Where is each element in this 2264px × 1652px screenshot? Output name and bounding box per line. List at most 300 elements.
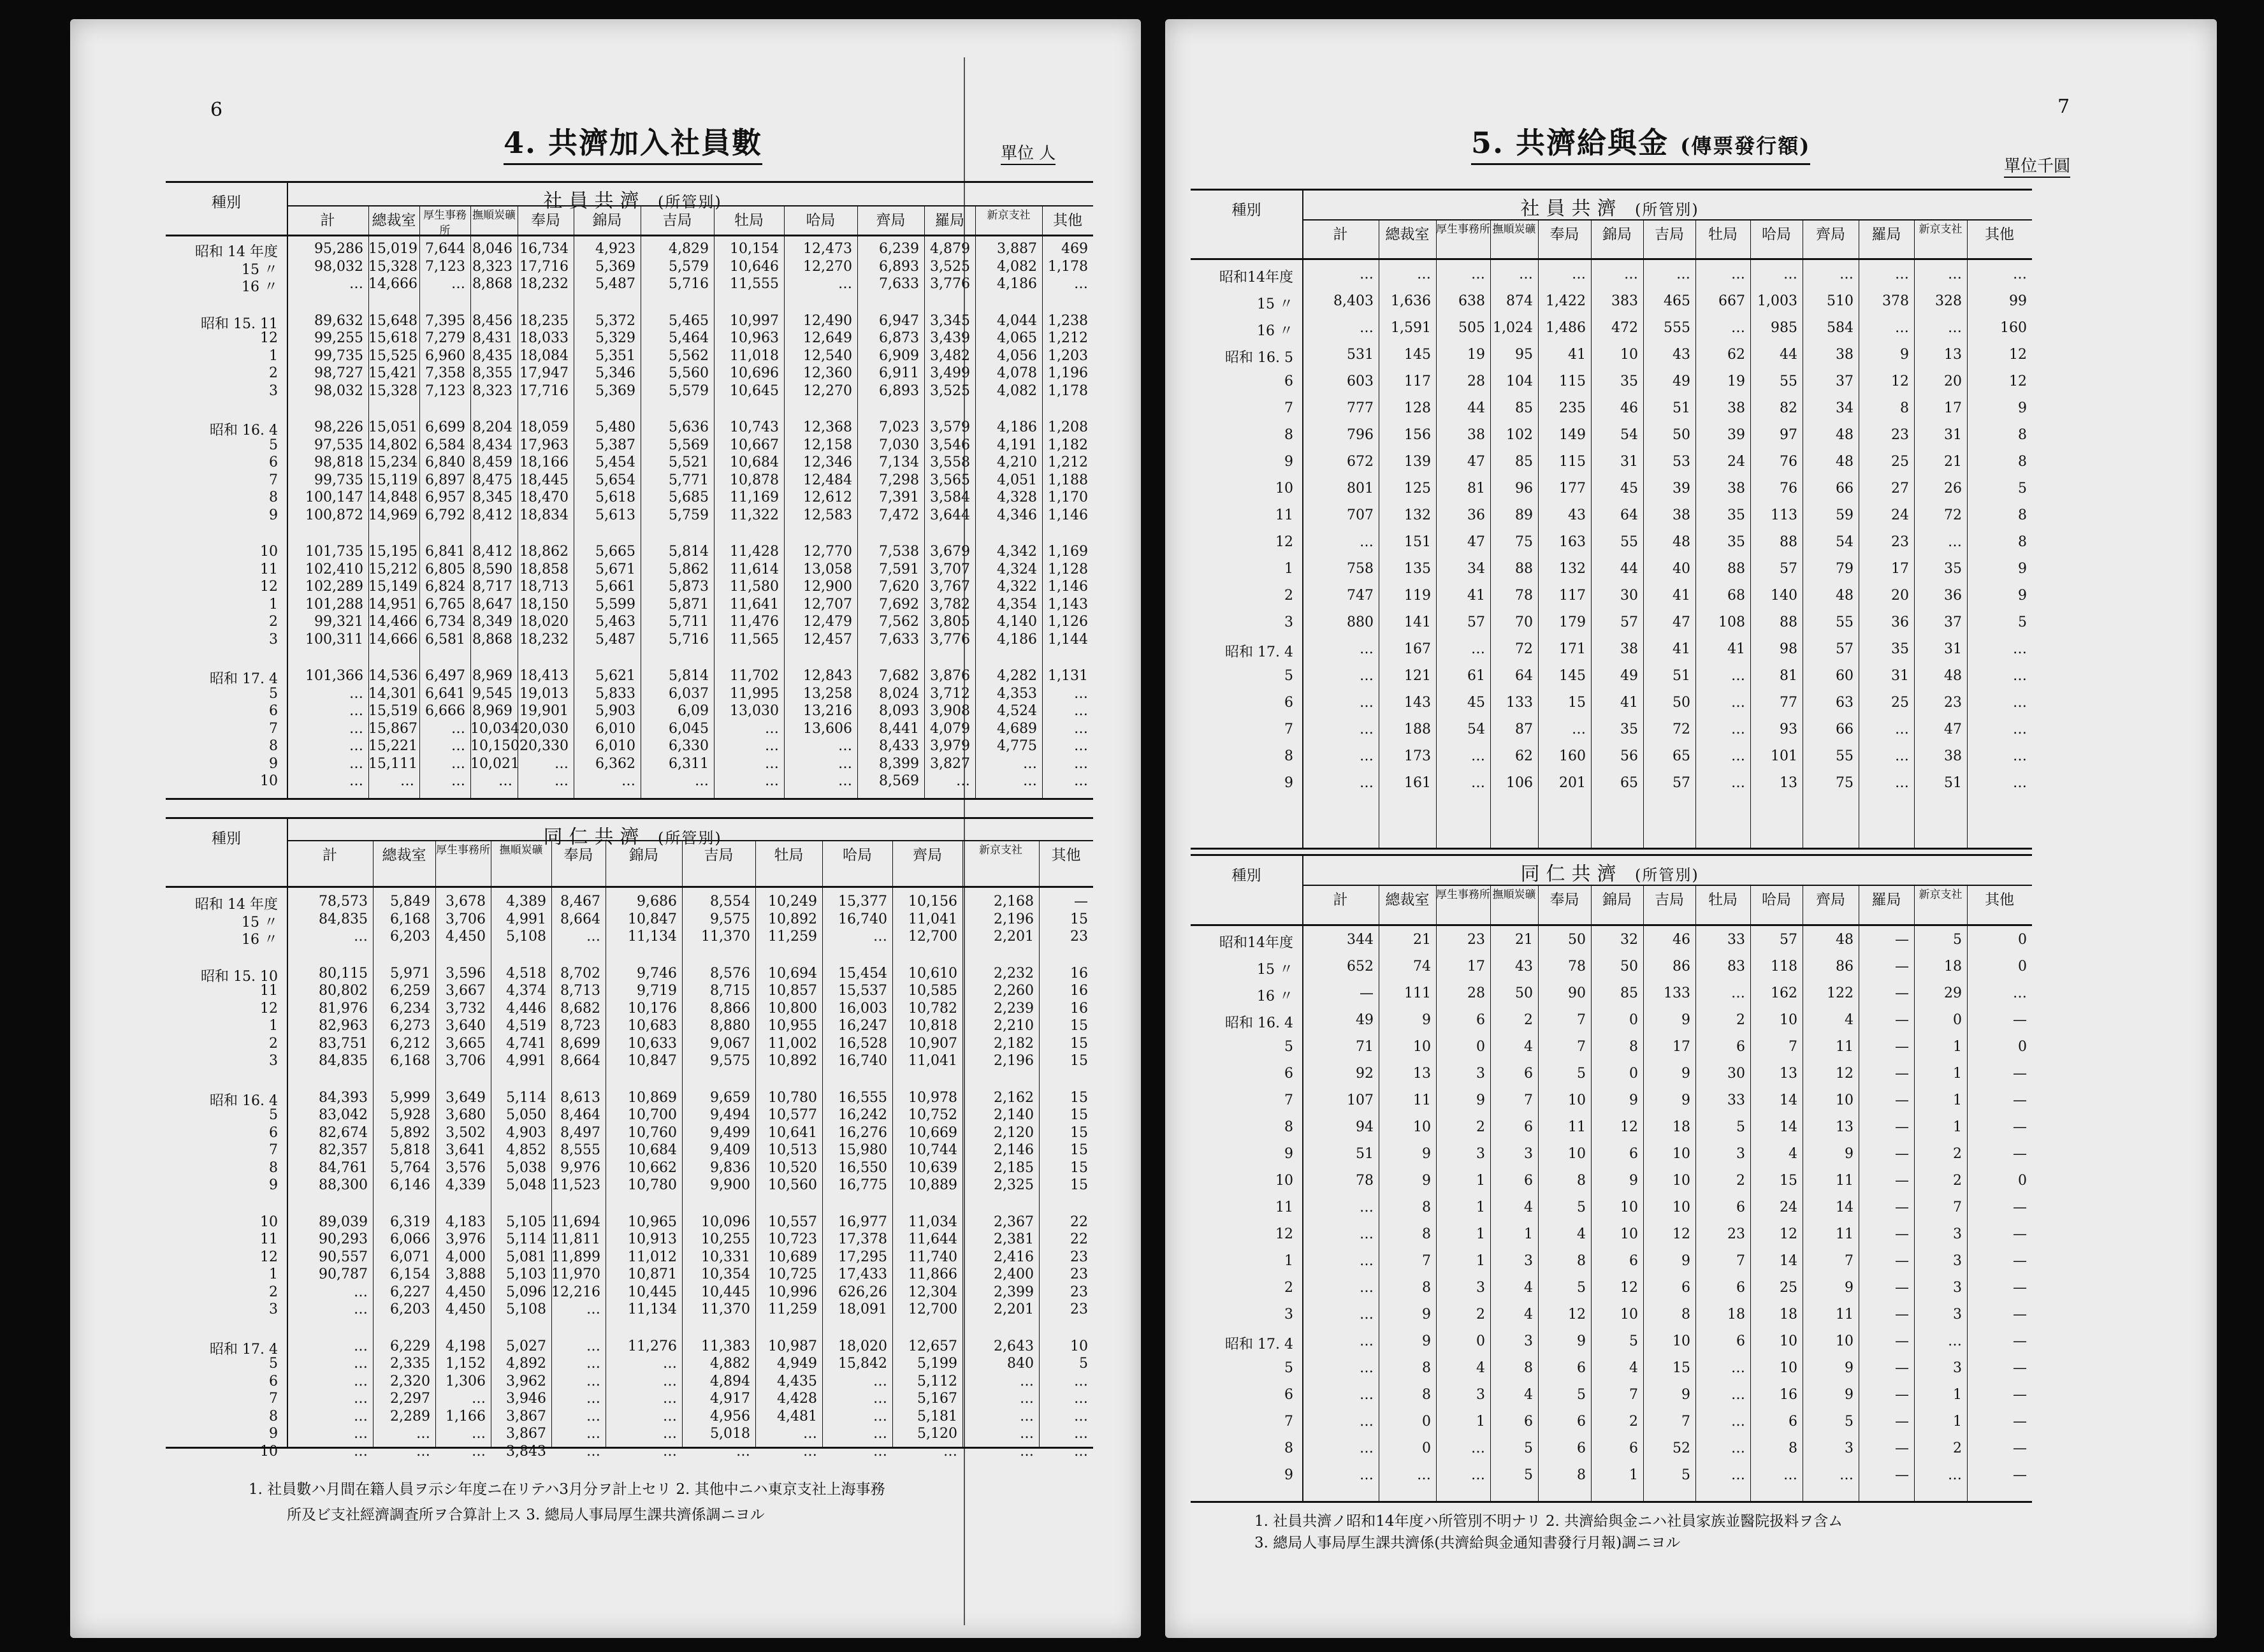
table-cell: 14 <box>1780 1119 1797 1135</box>
table-cell: 4,741 <box>506 1035 546 1052</box>
table-cell: 9,836 <box>710 1159 750 1176</box>
table-cell: 5,018 <box>710 1426 750 1442</box>
table-cell: 8,868 <box>472 276 512 292</box>
row-label: 3 <box>269 382 278 399</box>
table-cell: 7 <box>1681 1414 1690 1430</box>
table-cell: 20 <box>1891 588 1909 604</box>
table-cell: 1 <box>1953 1119 1962 1135</box>
table-cell: 5,108 <box>506 1301 546 1317</box>
table-cell: 43 <box>1515 959 1533 975</box>
table-cell: 15 <box>1070 1159 1088 1176</box>
table-cell: 94 <box>1356 1119 1374 1135</box>
table-cell: 1,203 <box>1048 347 1088 364</box>
table-cell: … <box>1731 695 1745 711</box>
table-cell: 125 <box>1404 481 1431 496</box>
table-cell: — <box>1895 1173 1909 1189</box>
table-cell: 83 <box>1727 959 1745 975</box>
table-cell: 5 <box>1845 1414 1854 1430</box>
table-cell: 18,091 <box>838 1301 887 1317</box>
table-cell: — <box>2013 1092 2027 1108</box>
table-cell: … <box>1731 1360 1745 1376</box>
table-cell: 3,499 <box>930 365 970 381</box>
table-cell: — <box>1895 1414 1909 1430</box>
table-cell: 143 <box>1404 695 1431 711</box>
table-cell: 10,520 <box>768 1159 817 1176</box>
table-cell: 15 <box>1070 1124 1088 1141</box>
table-cell: 2,201 <box>994 929 1034 945</box>
column-header: 新京支社 <box>1919 223 1963 236</box>
table-cell: 98 <box>1780 641 1797 657</box>
table-cell: 7 <box>1422 1253 1431 1269</box>
table-cell: 75 <box>1515 534 1533 550</box>
table-cell: 8,590 <box>472 561 512 577</box>
row-label: 2 <box>1284 588 1293 604</box>
row-label: 9 <box>1284 1467 1293 1483</box>
table-cell: 11,694 <box>551 1214 600 1230</box>
table-cell: … <box>1948 534 1962 550</box>
column-header: 羅局 <box>1871 892 1901 908</box>
table-cell: 10,800 <box>768 1000 817 1017</box>
table-cell: 48 <box>1836 427 1854 443</box>
table-cell: … <box>621 773 635 789</box>
table-cell: 8,554 <box>710 894 750 909</box>
row-label: 12 <box>1275 1226 1293 1242</box>
table-cell: — <box>2013 1333 2027 1349</box>
table-cell: 10,955 <box>768 1018 817 1034</box>
table-cell: 2,120 <box>994 1124 1034 1141</box>
table-top-rule <box>1191 189 2032 191</box>
table-cell: 8 <box>2018 454 2027 470</box>
column-header: 撫順炭礦 <box>1492 223 1536 236</box>
table-cell: … <box>1840 266 1854 282</box>
table-cell: 4,322 <box>997 579 1037 595</box>
table-cell: 10 <box>1780 1333 1797 1349</box>
table-cell: 4,186 <box>997 631 1037 648</box>
table-cell: 6,581 <box>425 631 465 648</box>
column-divider <box>1591 885 1592 1501</box>
row-label: 15 〃 <box>1257 962 1293 978</box>
table-cell: 5,579 <box>669 258 709 275</box>
table-cell: 4,689 <box>997 720 1037 737</box>
table-cell: 15,221 <box>368 738 417 754</box>
table-cell: 6,037 <box>669 685 709 702</box>
table-cell: 11,383 <box>701 1338 750 1354</box>
row-header-label: 種別 <box>212 830 241 847</box>
row-label: 昭和14年度 <box>1219 270 1293 286</box>
table-cell: … <box>663 1443 677 1460</box>
table-cell: 135 <box>1404 561 1431 577</box>
page-number: 7 <box>2057 96 2070 118</box>
table-cell: 16,555 <box>838 1089 887 1106</box>
section-title <box>544 821 722 849</box>
table-cell: … <box>695 773 709 789</box>
table-cell: 76 <box>1780 454 1797 470</box>
table-cell: 2,196 <box>994 911 1034 927</box>
table-cell: 10,021 <box>470 755 519 772</box>
section-name: 同仁共濟 <box>543 826 646 848</box>
table-cell: 1,182 <box>1048 437 1088 453</box>
table-cell: 10 <box>1620 1199 1638 1215</box>
table-cell: 31 <box>1944 427 1962 443</box>
table-cell: 14 <box>1836 1199 1854 1215</box>
section-name: 同仁共濟 <box>1520 863 1623 885</box>
table-cell: 47 <box>1467 534 1485 550</box>
table-cell: 6,666 <box>425 703 465 719</box>
table-cell: 7,633 <box>879 276 919 292</box>
table-cell: 9 <box>1422 1333 1431 1349</box>
table-cell: 10,662 <box>628 1159 677 1176</box>
table-cell: 7,358 <box>425 365 465 381</box>
table-cell: 4,991 <box>506 1053 546 1069</box>
table-cell: 86 <box>1673 959 1690 975</box>
table-cell: 3,706 <box>446 911 486 927</box>
table-cell: … <box>1895 721 1909 737</box>
table-cell: 4 <box>1789 1146 1797 1162</box>
table-cell: 101 <box>1771 748 1797 764</box>
table-cell: 707 <box>1347 507 1374 523</box>
table-cell: 6,911 <box>879 365 919 381</box>
table-cell: 6,805 <box>425 561 465 577</box>
table-cell: 49 <box>1620 668 1638 684</box>
table-cell: 10,871 <box>628 1266 677 1282</box>
table-cell: 14,536 <box>368 668 417 684</box>
table-cell: 71 <box>1356 1039 1374 1055</box>
table-cell: 12 <box>1620 1280 1638 1296</box>
table-cell: 18,232 <box>519 276 569 292</box>
table-cell: … <box>1020 1373 1034 1389</box>
table-cell: 98,032 <box>314 258 363 275</box>
table-cell: 10,892 <box>768 1053 817 1069</box>
table-cell: 84,393 <box>319 1089 368 1106</box>
table-cell: 16,276 <box>838 1124 887 1141</box>
table-cell: 5 <box>1953 932 1962 948</box>
table-cell: 3,876 <box>930 668 970 684</box>
section-sub: (所管別) <box>1635 201 1699 219</box>
table-cell: … <box>1360 1387 1374 1403</box>
table-cell: 10,752 <box>908 1107 957 1123</box>
table-cell: 77 <box>1780 695 1797 711</box>
table-cell: 7 <box>1577 1039 1586 1055</box>
table-cell: 10,913 <box>628 1231 677 1247</box>
table-cell: 4 <box>1476 1360 1485 1376</box>
table-cell: 10,696 <box>730 365 779 381</box>
table-cell: 15 <box>1070 1107 1088 1123</box>
table-cell: 4,051 <box>997 472 1037 488</box>
table-cell: 801 <box>1347 481 1374 496</box>
table-cell: 16,775 <box>838 1177 887 1193</box>
table-cell: 8,355 <box>472 365 512 381</box>
row-label: 8 <box>1284 1119 1293 1135</box>
table-cell: 6,841 <box>425 544 465 560</box>
table-cell: 122 <box>1827 985 1854 1001</box>
table-cell: 5,463 <box>595 614 635 630</box>
table-cell: 2,400 <box>994 1266 1034 1282</box>
table-cell: 10 <box>1780 1360 1797 1376</box>
row-label: 8 <box>269 1408 278 1424</box>
table-cell: 7,692 <box>879 596 919 612</box>
table-cell: 11,740 <box>908 1249 957 1265</box>
table-cell: 8 <box>2018 507 2027 523</box>
table-cell: 11,428 <box>730 544 779 560</box>
table-cell: 41 <box>1467 588 1485 604</box>
table-cell: 8,323 <box>472 258 512 275</box>
table-cell: 3,596 <box>446 965 486 982</box>
table-cell: 61 <box>1467 668 1485 684</box>
table-cell: 35 <box>1727 534 1745 550</box>
row-label: 10 <box>260 773 278 789</box>
table-cell: — <box>1895 1092 1909 1108</box>
table-cell: 34 <box>1836 400 1854 416</box>
table-cell: 51 <box>1356 1146 1374 1162</box>
note-line-2: 所及ビ支社經濟調査所ヲ合算計上ス 3. 總局人事局厚生課共濟係調ニヨル <box>287 1507 765 1523</box>
table-cell: 9,746 <box>637 965 677 982</box>
table-cell: 8,433 <box>879 738 919 754</box>
table-cell: … <box>586 1356 600 1372</box>
column-header: 吉局 <box>1655 892 1684 908</box>
table-cell: — <box>2013 1280 2027 1296</box>
table-cell: 15,980 <box>838 1142 887 1158</box>
table-cell: 13 <box>1836 1119 1854 1135</box>
table-cell: 16,740 <box>838 911 887 927</box>
table-cell: … <box>1074 703 1088 719</box>
table-cell: 31 <box>1891 668 1909 684</box>
table-cell: 10,987 <box>768 1338 817 1354</box>
row-label: 6 <box>269 454 278 470</box>
table-cell: 505 <box>1458 320 1485 336</box>
table-cell: 16 <box>1070 1000 1088 1017</box>
table-cell: 13,216 <box>803 703 852 719</box>
table-cell: 2,232 <box>994 965 1034 982</box>
table-cell: … <box>1360 748 1374 764</box>
table-cell: 18,834 <box>519 507 569 523</box>
table-cell: 57 <box>1620 614 1638 630</box>
table-cell: 41 <box>1620 695 1638 711</box>
table-cell: 57 <box>1467 614 1485 630</box>
table-cell: 4,183 <box>446 1214 486 1230</box>
column-header: 總裁室 <box>1385 226 1430 243</box>
row-label: 昭和 17. 4 <box>210 671 278 687</box>
row-label: 7 <box>269 720 278 737</box>
row-label: 6 <box>1284 373 1293 389</box>
table-cell: 85 <box>1515 400 1533 416</box>
table-cell: 4,829 <box>669 241 709 257</box>
table-cell: … <box>2013 721 2027 737</box>
table-cell: 3,525 <box>930 258 970 275</box>
table-cell: 16 <box>1070 983 1088 999</box>
table-cell: 874 <box>1506 293 1533 309</box>
table-cell: 26 <box>1944 481 1962 496</box>
table-cell: 22 <box>1070 1214 1088 1230</box>
table-cell: 64 <box>1515 668 1533 684</box>
table-cell: 11,012 <box>628 1249 677 1265</box>
table-cell: 8,866 <box>710 1000 750 1017</box>
table-cell: 2,381 <box>994 1231 1034 1247</box>
table-cell: 11,259 <box>768 929 817 945</box>
table-cell: — <box>1895 1119 1909 1135</box>
table-cell: 8 <box>1577 1173 1586 1189</box>
table-cell: 6,824 <box>425 579 465 595</box>
table-cell: 7,030 <box>879 437 919 453</box>
table-cell: 10,646 <box>730 258 779 275</box>
table-cell: … <box>354 1408 368 1424</box>
table-cell: 18,235 <box>519 312 569 329</box>
table-cell: 5,849 <box>390 894 430 909</box>
table-cell: 68 <box>1727 588 1745 604</box>
table-cell: 10,723 <box>768 1231 817 1247</box>
table-cell: 16,528 <box>838 1035 887 1052</box>
table-cell: 4 <box>1524 1039 1533 1055</box>
table-cell: 55 <box>1780 373 1797 389</box>
table-cell: 603 <box>1347 373 1374 389</box>
column-header: 吉局 <box>704 847 734 864</box>
table-cell: 35 <box>1620 373 1638 389</box>
table-cell: 12,770 <box>803 544 852 560</box>
table-cell: 2,140 <box>994 1107 1034 1123</box>
table-cell: 50 <box>1673 695 1690 711</box>
table-cell: 139 <box>1404 454 1431 470</box>
table-cell: 10,744 <box>908 1142 957 1158</box>
table-cell: 1 <box>1476 1173 1485 1189</box>
table-cell: 9,719 <box>637 983 677 999</box>
table-cell: 328 <box>1935 293 1962 309</box>
table-cell: 3,776 <box>930 631 970 648</box>
table-cell: 2,260 <box>994 983 1034 999</box>
table-cell: 5,665 <box>595 544 635 560</box>
table-cell: 9 <box>2018 588 2027 604</box>
table-cell: 6 <box>1681 1280 1690 1296</box>
table-cell: 8,399 <box>879 755 919 772</box>
table-cell: 1,196 <box>1048 365 1088 381</box>
table-cell: 99,255 <box>314 330 363 346</box>
table-cell: 44 <box>1620 561 1638 577</box>
table-cell: 11,899 <box>551 1249 600 1265</box>
table-cell: 18,413 <box>519 668 569 684</box>
table-cell: 6,362 <box>595 755 635 772</box>
table-cell: 3 <box>1953 1280 1962 1296</box>
table-cell: 38 <box>1727 400 1745 416</box>
table-cell: — <box>1895 985 1909 1001</box>
table-cell: 1,212 <box>1048 330 1088 346</box>
table-cell: 9 <box>1629 1173 1638 1189</box>
table-cell: 54 <box>1836 534 1854 550</box>
row-label: 1 <box>269 1266 278 1282</box>
table-cell: 17 <box>1944 400 1962 416</box>
table-cell: 8 <box>1629 1039 1638 1055</box>
table-cell: 6,765 <box>425 596 465 612</box>
table-cell: 11 <box>1413 1092 1431 1108</box>
table-cell: … <box>1417 266 1431 282</box>
table-cell: 3 <box>1736 1146 1745 1162</box>
table-cell: 6 <box>1789 1414 1797 1430</box>
table-cell: 38 <box>1620 641 1638 657</box>
table-cell: 4,191 <box>997 437 1037 453</box>
column-header: 羅局 <box>1871 226 1901 243</box>
table-cell: 6 <box>1524 1066 1533 1082</box>
table-cell: 12,900 <box>803 579 852 595</box>
table-cell: 102 <box>1506 427 1533 443</box>
table-cell: 3,576 <box>446 1159 486 1176</box>
table-cell: 8 <box>1789 1440 1797 1456</box>
table-cell: 15 <box>1070 1089 1088 1106</box>
row-label: 昭和14年度 <box>1219 935 1293 951</box>
table-cell: 9 <box>2018 561 2027 577</box>
table-cell: 12,843 <box>803 668 852 684</box>
table-cell: 10,560 <box>768 1177 817 1193</box>
table-cell: 3,558 <box>930 454 970 470</box>
row-label: 11 <box>260 1231 278 1247</box>
table-cell: … <box>1731 1440 1745 1456</box>
table-cell: 1,306 <box>446 1373 486 1389</box>
table-cell: 43 <box>1568 507 1586 523</box>
table-cell: 4,524 <box>997 703 1037 719</box>
table-cell: 6,960 <box>425 347 465 364</box>
row-label: 7 <box>269 472 278 488</box>
table-cell: 38 <box>1673 507 1690 523</box>
unit-label: 單位 人 <box>1001 140 1056 165</box>
table-cell: 15 <box>1070 911 1088 927</box>
table-cell: 11,034 <box>908 1214 957 1230</box>
table-cell: 8,412 <box>472 544 512 560</box>
table-cell: 4,210 <box>997 454 1037 470</box>
table-cell: 3 <box>1953 1360 1962 1376</box>
table-cell: … <box>586 1426 600 1442</box>
table-cell: 8,464 <box>560 1107 600 1123</box>
table-cell: … <box>354 1373 368 1389</box>
column-header: 吉局 <box>1655 226 1684 243</box>
table-cell: 9 <box>2018 400 2027 416</box>
table-cell: 38 <box>1467 427 1485 443</box>
table-cell: 18,059 <box>519 419 569 435</box>
table-cell: 102,410 <box>305 561 363 577</box>
table-cell: 6,229 <box>390 1338 430 1354</box>
table-cell: 149 <box>1559 427 1586 443</box>
table-cell: 5,103 <box>506 1266 546 1282</box>
table-cell: 8,702 <box>560 965 600 982</box>
table-cell: 11,811 <box>551 1231 600 1247</box>
table-cell: 48 <box>1944 668 1962 684</box>
column-header: 新京支社 <box>979 844 1022 857</box>
table-cell: … <box>349 685 363 702</box>
table-cell: 62 <box>1727 347 1745 363</box>
table-cell: … <box>1020 1426 1034 1442</box>
column-header: 牡局 <box>1708 892 1738 908</box>
table-cell: 10 <box>1673 1173 1690 1189</box>
table-cell: 3,345 <box>930 312 970 329</box>
row-label: 2 <box>269 365 278 381</box>
row-label: 16 〃 <box>242 279 278 295</box>
table-cell: 15,377 <box>838 894 887 909</box>
table-cell: 5,372 <box>595 312 635 329</box>
table-cell: 55 <box>1836 614 1854 630</box>
table-cell: 188 <box>1404 721 1431 737</box>
column-header: 錦局 <box>1602 226 1632 243</box>
table-cell: 23 <box>1070 1284 1088 1300</box>
row-label: 10 <box>260 544 278 560</box>
table-cell: 10,150 <box>470 738 519 754</box>
table-cell: … <box>416 1426 430 1442</box>
table-cell: 41 <box>1673 588 1690 604</box>
table-cell: 880 <box>1347 614 1374 630</box>
table-cell: 11,370 <box>701 1301 750 1317</box>
table-cell: 88,300 <box>319 1177 368 1193</box>
table-cell: 11,476 <box>730 614 779 630</box>
table-cell: 8,723 <box>560 1018 600 1034</box>
table-cell: 4,282 <box>997 668 1037 684</box>
table-cell: 584 <box>1827 320 1854 336</box>
table-cell: 15,195 <box>368 544 417 560</box>
table-cell: 5,329 <box>595 330 635 346</box>
table-cell: … <box>1360 1360 1374 1376</box>
